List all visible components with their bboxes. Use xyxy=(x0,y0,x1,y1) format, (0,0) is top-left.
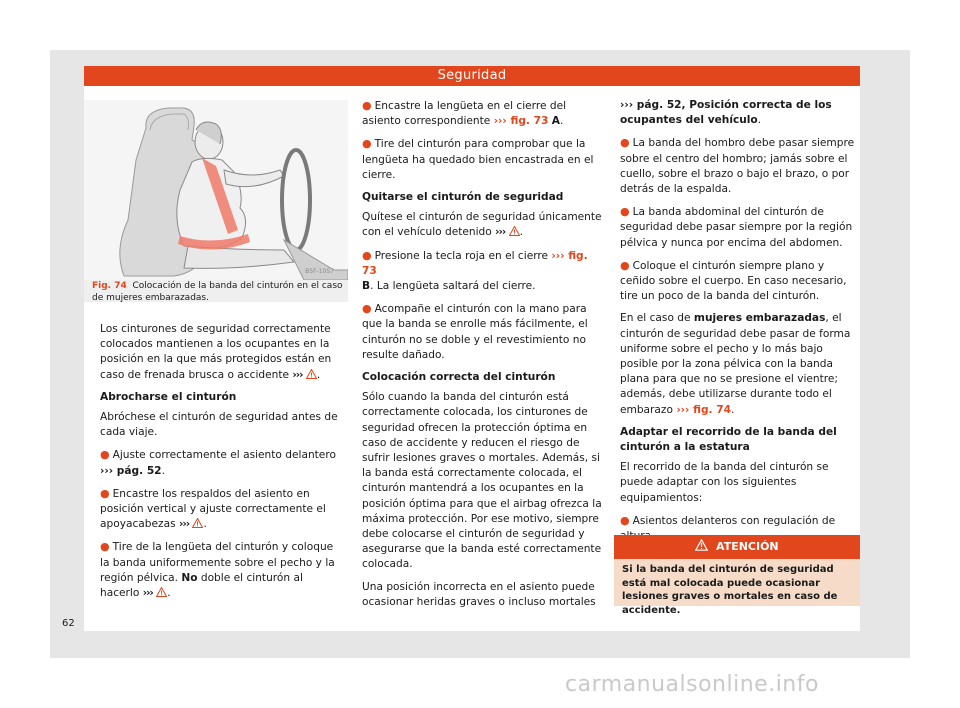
warning-header xyxy=(614,535,860,559)
column-1 xyxy=(100,322,340,608)
heading-quitarse: Quitarse el cinturón de seguridad xyxy=(362,191,564,204)
bullet-dot: ● xyxy=(100,486,110,500)
paragraph-quitarse: Quítese el cinturón de seguridad únicamente con el vehículo detenido ››› . xyxy=(362,211,602,239)
bullet-tire xyxy=(362,136,602,183)
bullet-text: Acompañe el cinturón con la mano para que la banda se enrolle más fácilmente, el cinturón no se doble y el revestimiento no resulte dañado. xyxy=(362,303,588,361)
figure-caption-text: Colocación de la banda del cinturón en el caso de mujeres embarazadas. xyxy=(92,281,343,303)
paragraph-colocacion: Sólo cuando la banda del cinturón está correctamente colocada, los cinturones de seguridad ofrecen la protección óptima en caso de accidente y reducen el riesgo de sufrir lesiones graves o mortales. Además, si la banda está correctamente colocada, el cinturón mantendrá a los ocupantes en la posición óptima para que el airbag ofrezca la máxima protección. Por ese motivo, siempre debe colocarse el cinturón de seguridad y asegurarse que la banda esté correctamente colocada. xyxy=(362,391,602,571)
column-2 xyxy=(362,98,602,617)
intro-paragraph: Los cinturones de seguridad correctamente colocados mantienen a los ocupantes en la posición en la que más protegidos están en caso de frenada brusca o accidente ››› . xyxy=(100,323,332,381)
heading-abrocharse: Abrocharse el cinturón xyxy=(100,390,237,403)
bullet-dot: ● xyxy=(620,258,630,272)
warning-icon xyxy=(306,369,317,379)
column-3 xyxy=(620,98,860,551)
bullet-dot: ● xyxy=(100,540,110,554)
arrows-link[interactable]: ››› xyxy=(292,368,303,381)
bold-text: mujeres embarazadas xyxy=(693,312,826,325)
paragraph-embarazadas: En el caso de mujeres embarazadas, el cinturón de seguridad debe pasar de forma uniforme sobre el pecho y lo más bajo posible por la zona pélvica con la banda plana para que no se presione el vientre; además, debe utilizarse durante todo el embarazo ››› fig. 74. xyxy=(620,312,851,416)
bullet-presione xyxy=(362,248,602,295)
warning-icon xyxy=(192,518,203,528)
bullet-dot: ● xyxy=(620,205,630,219)
bullet-text-2: doble el cinturón al hacerlo xyxy=(100,571,303,600)
figure-code: B5F-1057 xyxy=(305,268,334,275)
paragraph-adaptar: El recorrido de la banda del cinturón se puede adaptar con los siguientes equipamientos: xyxy=(620,461,829,504)
warning-text: Si la banda del cinturón de seguridad está mal colocada puede ocasionar lesiones graves o mortales en caso de accidente. xyxy=(622,564,838,616)
bullet-acompane xyxy=(362,301,602,363)
page-ref-link[interactable]: ››› pág. 52, Posición correcta de los ocupantes del vehículo xyxy=(620,99,832,127)
bullet-dot: ● xyxy=(362,248,372,262)
bullet-text: Encastre la lengüeta en el cierre del asiento correspondiente xyxy=(362,100,567,128)
bullet-dot: ● xyxy=(362,99,372,112)
arrows-link[interactable]: ››› xyxy=(178,518,190,531)
section-header: Seguridad xyxy=(84,66,860,86)
fig-ref-link[interactable]: ››› fig. 74 xyxy=(676,403,731,416)
bullet-text: Coloque el cinturón siempre plano y ceñido sobre el cuerpo. En caso necesario, tire un poco de la banda del cinturón. xyxy=(620,259,847,303)
bullet-encastre: ● Encastre la lengüeta en el cierre del asiento correspondiente ››› fig. 73 A. xyxy=(362,99,567,128)
bullet-text-2: . La lengüeta saltará del cierre. xyxy=(370,280,536,293)
fig-ref-link[interactable]: ››› fig. 73 xyxy=(493,115,549,128)
fig-ref-link[interactable]: ››› fig. 73 xyxy=(362,249,588,277)
bullet-abdominal xyxy=(620,204,860,251)
bullet-respaldos: ● Encastre los respaldos del asiento en posición vertical y ajuste correctamente el apoyacabezas ››› . xyxy=(100,486,326,531)
warning-icon xyxy=(695,539,708,551)
pregnant-driver-illustration xyxy=(84,100,348,280)
arrows-link[interactable]: ››› xyxy=(495,226,506,239)
bullet-hombro xyxy=(620,135,860,197)
ref-letter: B xyxy=(362,280,371,293)
warning-icon xyxy=(509,226,520,236)
bullet-dot: ● xyxy=(620,513,630,527)
bullet-text: Tire de la lengüeta del cinturón y coloque la banda uniformemente sobre el pecho y la región pélvica. xyxy=(100,541,335,584)
bullet-lengueta: ● Tire de la lengüeta del cinturón y coloque la banda uniformemente sobre el pecho y la región pélvica. No doble el cinturón al hacerlo ››› . xyxy=(100,540,335,600)
bullet-text: Presione la tecla roja en el cierre xyxy=(374,249,552,262)
heading-adaptar: Adaptar el recorrido de la banda del cinturón a la estatura xyxy=(620,425,837,454)
watermark: carmanualsonline.info xyxy=(565,672,819,697)
bullet-text: La banda del hombro debe pasar siempre sobre el centro del hombro; jamás sobre el cuello, sobre el brazo o bajo el brazo, o por detrás de la espalda. xyxy=(620,137,855,196)
bullet-plano xyxy=(620,258,860,305)
warning-title: ATENCIÓN xyxy=(716,540,779,553)
warning-box xyxy=(614,535,860,616)
paragraph-text: Quítese el cinturón de seguridad únicamente con el vehículo detenido xyxy=(362,211,602,239)
bullet-dot: ● xyxy=(362,137,372,151)
paragraph-text-2: , el cinturón de seguridad debe pasar de forma uniforme sobre el pecho y lo más bajo posible por la zona pélvica con la banda plana para que no se presione el vientre; además, debe utilizarse durante todo el embarazo xyxy=(620,312,851,416)
bullet-text: Ajuste correctamente el asiento delantero xyxy=(112,449,336,462)
paragraph-abrocharse: Abróchese el cinturón de seguridad antes de cada viaje. xyxy=(100,411,338,439)
figure-number: Fig. 74 xyxy=(92,281,127,291)
bullet-text: Asientos delanteros con regulación de xyxy=(632,514,836,527)
bullet-ajuste-asiento: ● Ajuste correctamente el asiento delantero ››› pág. 52. xyxy=(100,448,336,477)
page-ref-link[interactable]: ››› pág. 52 xyxy=(100,464,162,477)
bold-no: No xyxy=(181,571,198,584)
bullet-dot: ● xyxy=(620,136,630,150)
figure-caption xyxy=(92,280,344,304)
warning-icon xyxy=(156,587,167,597)
ref-letter: A xyxy=(551,115,560,128)
bullet-text: Tire del cinturón para comprobar que la lengüeta ha quedado bien encastrada en el cierre. xyxy=(362,138,594,181)
bullet-dot: ● xyxy=(362,302,372,316)
page-number: 62 xyxy=(62,618,75,629)
figure-74 xyxy=(84,100,348,302)
page-ref-posicion: ››› pág. 52, Posición correcta de los ocupantes del vehículo. xyxy=(620,99,832,127)
bullet-text: La banda abdominal del cinturón de seguridad debe pasar siempre por la región pélvica y nunca por encima del abdomen. xyxy=(620,206,853,249)
arrows-link[interactable]: ››› xyxy=(142,587,153,600)
paragraph-text: En el caso de xyxy=(620,312,694,325)
paragraph-posicion: Una posición incorrecta en el asiento puede ocasionar heridas graves o incluso mortales xyxy=(362,580,596,608)
bullet-text: Encastre los respaldos del asiento en posición vertical y ajuste correctamente el apoyacabezas xyxy=(100,487,326,531)
bullet-dot: ● xyxy=(100,448,110,462)
intro-text: Los cinturones de seguridad correctamente colocados mantienen a los ocupantes en la posición en la que más protegidos están en caso de frenada brusca o accidente xyxy=(100,323,332,381)
heading-colocacion: Colocación correcta del cinturón xyxy=(362,371,556,384)
